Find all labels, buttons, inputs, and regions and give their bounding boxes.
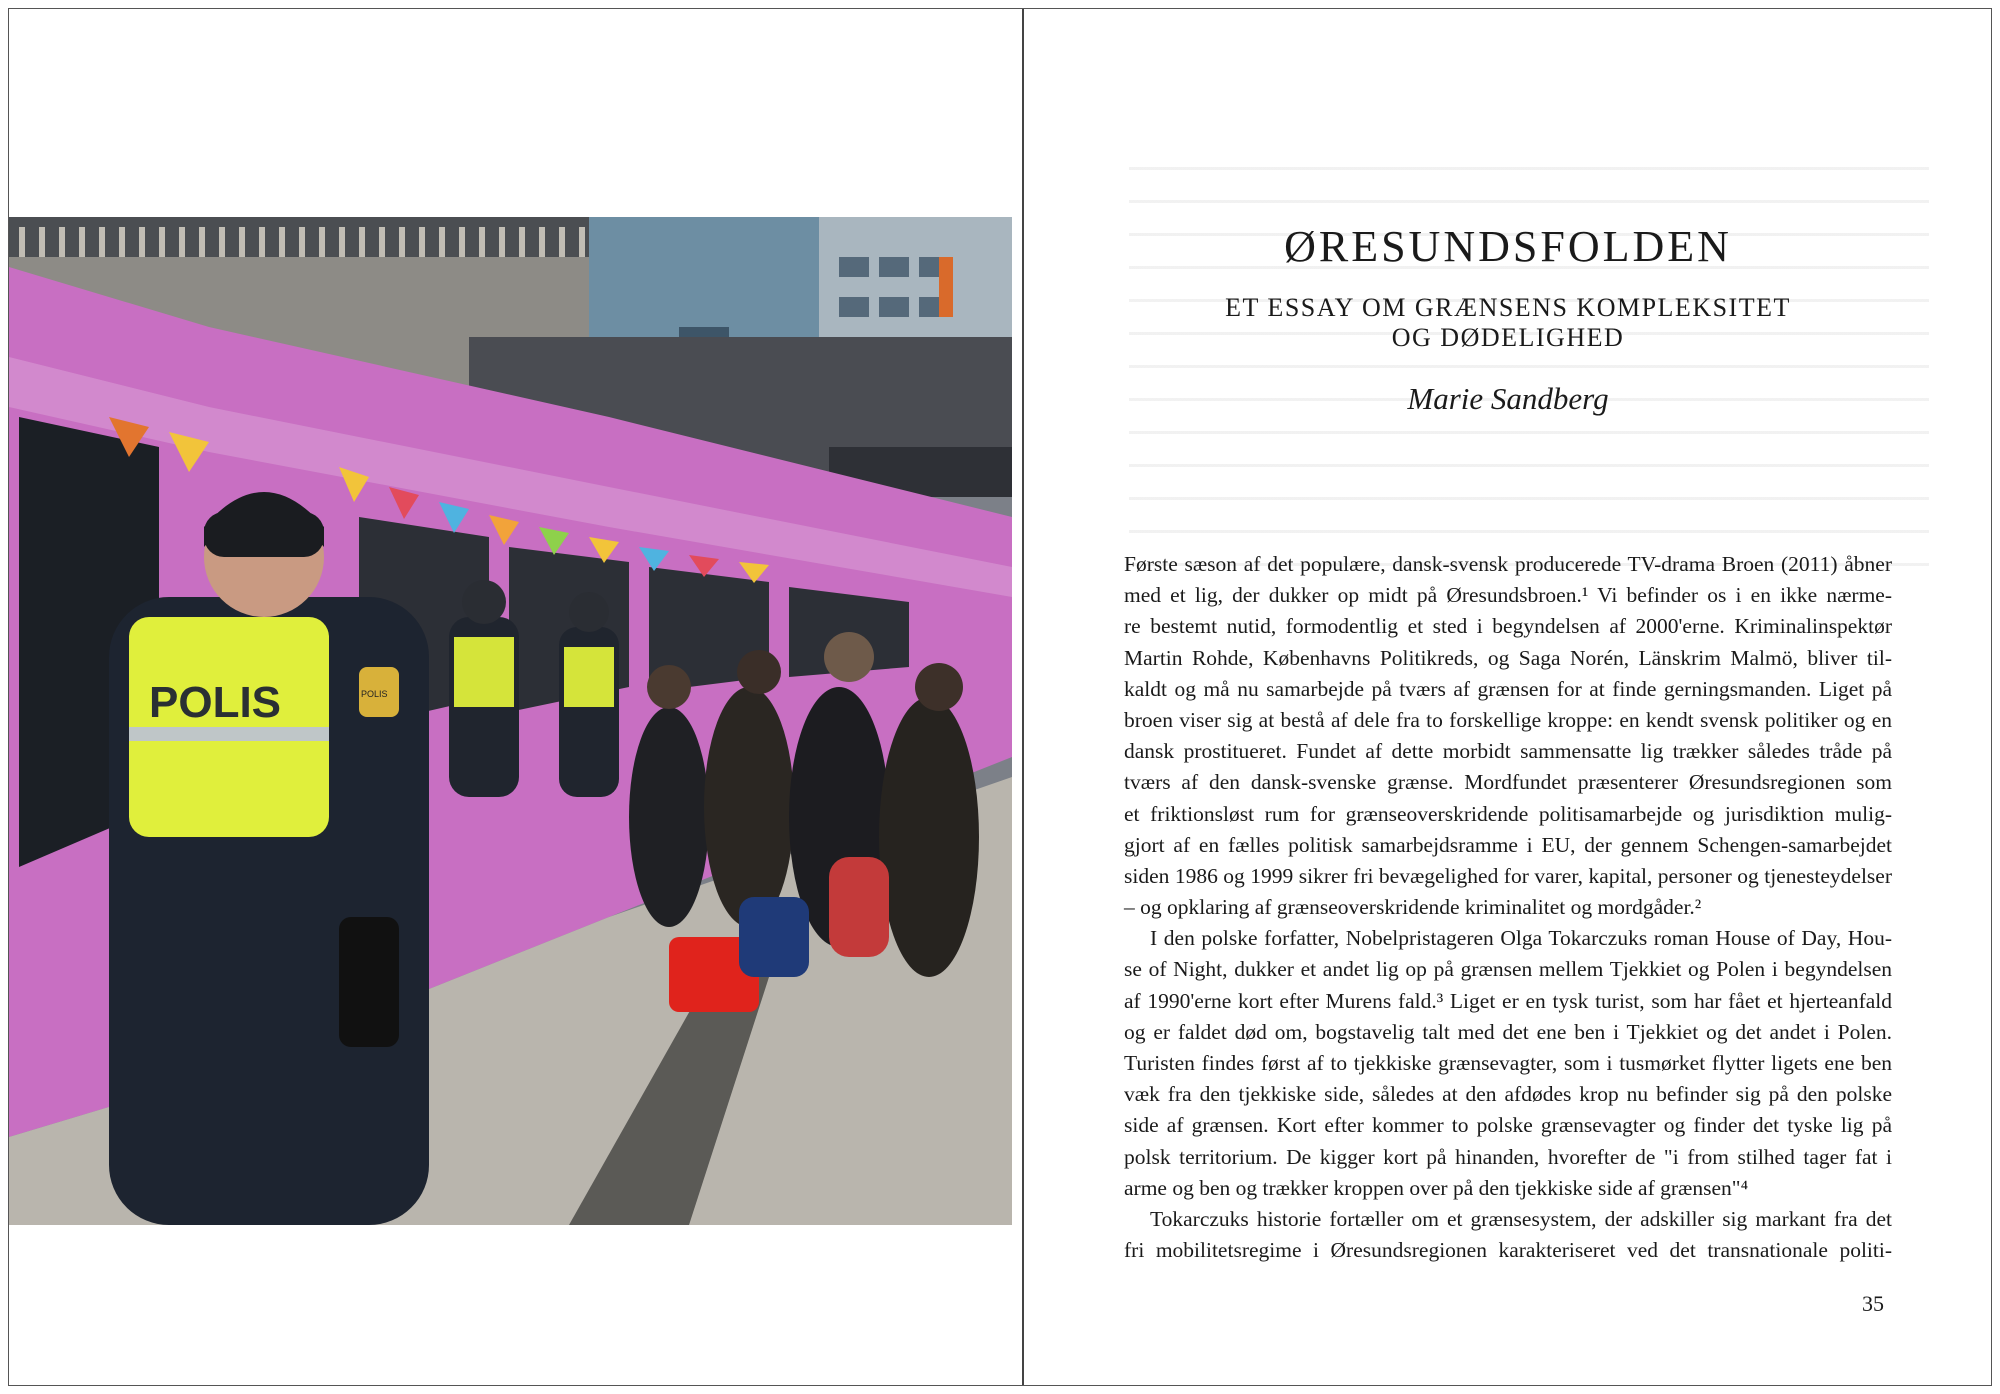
text-line: Første sæson af det populære, dansk-svensk producerede TV-drama Broen (2011) åbner bbox=[1124, 552, 1892, 576]
body-text bbox=[1124, 549, 1892, 1266]
chapter-subtitle bbox=[1024, 293, 1992, 353]
subtitle-line-2: OG DØDELIGHED bbox=[1391, 323, 1625, 352]
text-line: af 1990'erne kort efter Murens fald.³ Liget er en tysk turist, som har fået et hjerteanfald bbox=[1124, 988, 1892, 1013]
photo-illustration bbox=[9, 217, 1012, 1225]
chapter-title: ØRESUNDSFOLDEN bbox=[1284, 222, 1732, 271]
text-line: med et lig, der dukker op midt på Øresundsbroen.¹ Vi befinder os i en ikke nærme- bbox=[1124, 583, 1892, 608]
text-line: se of Night, dukker et andet lig op på grænsen mellem Tjekkiet og Polen i begyndelsen bbox=[1124, 957, 1892, 982]
text-line: arme og ben og trækker kroppen over på den tjekkiske side af grænsen"⁴ bbox=[1124, 1175, 1749, 1200]
text-line: Tokarczuks historie fortæller om et grænsesystem, der adskiller sig markant fra det bbox=[1150, 1206, 1892, 1231]
text-line: væk fra den tjekkiske side, således at den afdødes krop nu befinder sig på den polske bbox=[1124, 1082, 1892, 1107]
text-line: Turisten findes først af to tjekkiske grænsevagter, som i tusmørket flytter ligets ene ben bbox=[1124, 1051, 1892, 1075]
text-line: polsk territorium. De kigger kort på hinanden, hvorefter de "i from stilhed tager fat i bbox=[1124, 1144, 1892, 1169]
police-officer-foreground bbox=[109, 492, 429, 1225]
page-number: 35 bbox=[1862, 1291, 1884, 1316]
text-line: et friktionsløst rum for grænseoverskridende politisamarbejde og jurisdiktion mulig- bbox=[1124, 801, 1892, 826]
text-line: dansk prostitueret. Fundet af dette morbidt sammensatte lig trækker således tråde på bbox=[1124, 739, 1892, 764]
photo-police-at-train bbox=[9, 217, 1012, 1225]
text-line: broen viser sig at bestå af dele fra to forskellige kroppe: en kendt svensk politiker og en bbox=[1124, 707, 1892, 732]
vest-text: POLIS bbox=[149, 678, 282, 727]
book-spread bbox=[8, 8, 1992, 1386]
text-line: gjort af en fælles politisk samarbejdsramme i EU, der gennem Schengen-samarbejdet bbox=[1124, 832, 1892, 857]
text-line: tværs af den dansk-svenske grænse. Mordfundet præsenterer Øresundsregionen som bbox=[1124, 770, 1892, 795]
right-page bbox=[1024, 9, 1992, 1385]
subtitle-line-1: ET ESSAY OM GRÆNSENS KOMPLEKSITET bbox=[1225, 293, 1791, 322]
show-through-text bbox=[1129, 149, 1929, 569]
text-line: side af grænsen. Kort efter kommer to polske grænsevagter og finder det tyske lig på bbox=[1124, 1113, 1892, 1138]
author-name: Marie Sandberg bbox=[1407, 381, 1609, 416]
text-line: fri mobilitetsregime i Øresundsregionen karakteriseret ved det transnationale politi- bbox=[1124, 1238, 1892, 1263]
text-line: kaldt og må nu samarbejde på tværs af grænsen for at finde gerningsmanden. Liget på bbox=[1124, 676, 1892, 701]
text-line: og er faldet død om, bogstavelig talt med det ene ben i Tjekkiet og det andet i Polen. bbox=[1124, 1019, 1892, 1044]
child-red-hood bbox=[829, 857, 889, 957]
text-line: siden 1986 og 1999 sikrer fri bevægelighed for varer, kapital, personer og tjenesteydelser bbox=[1124, 863, 1892, 888]
badge-text: POLIS bbox=[361, 689, 388, 699]
text-line: I den polske forfatter, Nobelpristageren Olga Tokarczuks roman House of Day, Hou- bbox=[1150, 926, 1892, 951]
text-line: – og opklaring af grænseoverskridende kriminalitet og mordgåder.² bbox=[1124, 895, 1702, 920]
text-line: Martin Rohde, Københavns Politikreds, og Saga Norén, Länskrim Malmö, bliver til- bbox=[1124, 645, 1892, 670]
text-line: re bestemt nutid, formodentlig et sted i begyndelsen af 2000'erne. Kriminalinspektør bbox=[1124, 614, 1892, 639]
